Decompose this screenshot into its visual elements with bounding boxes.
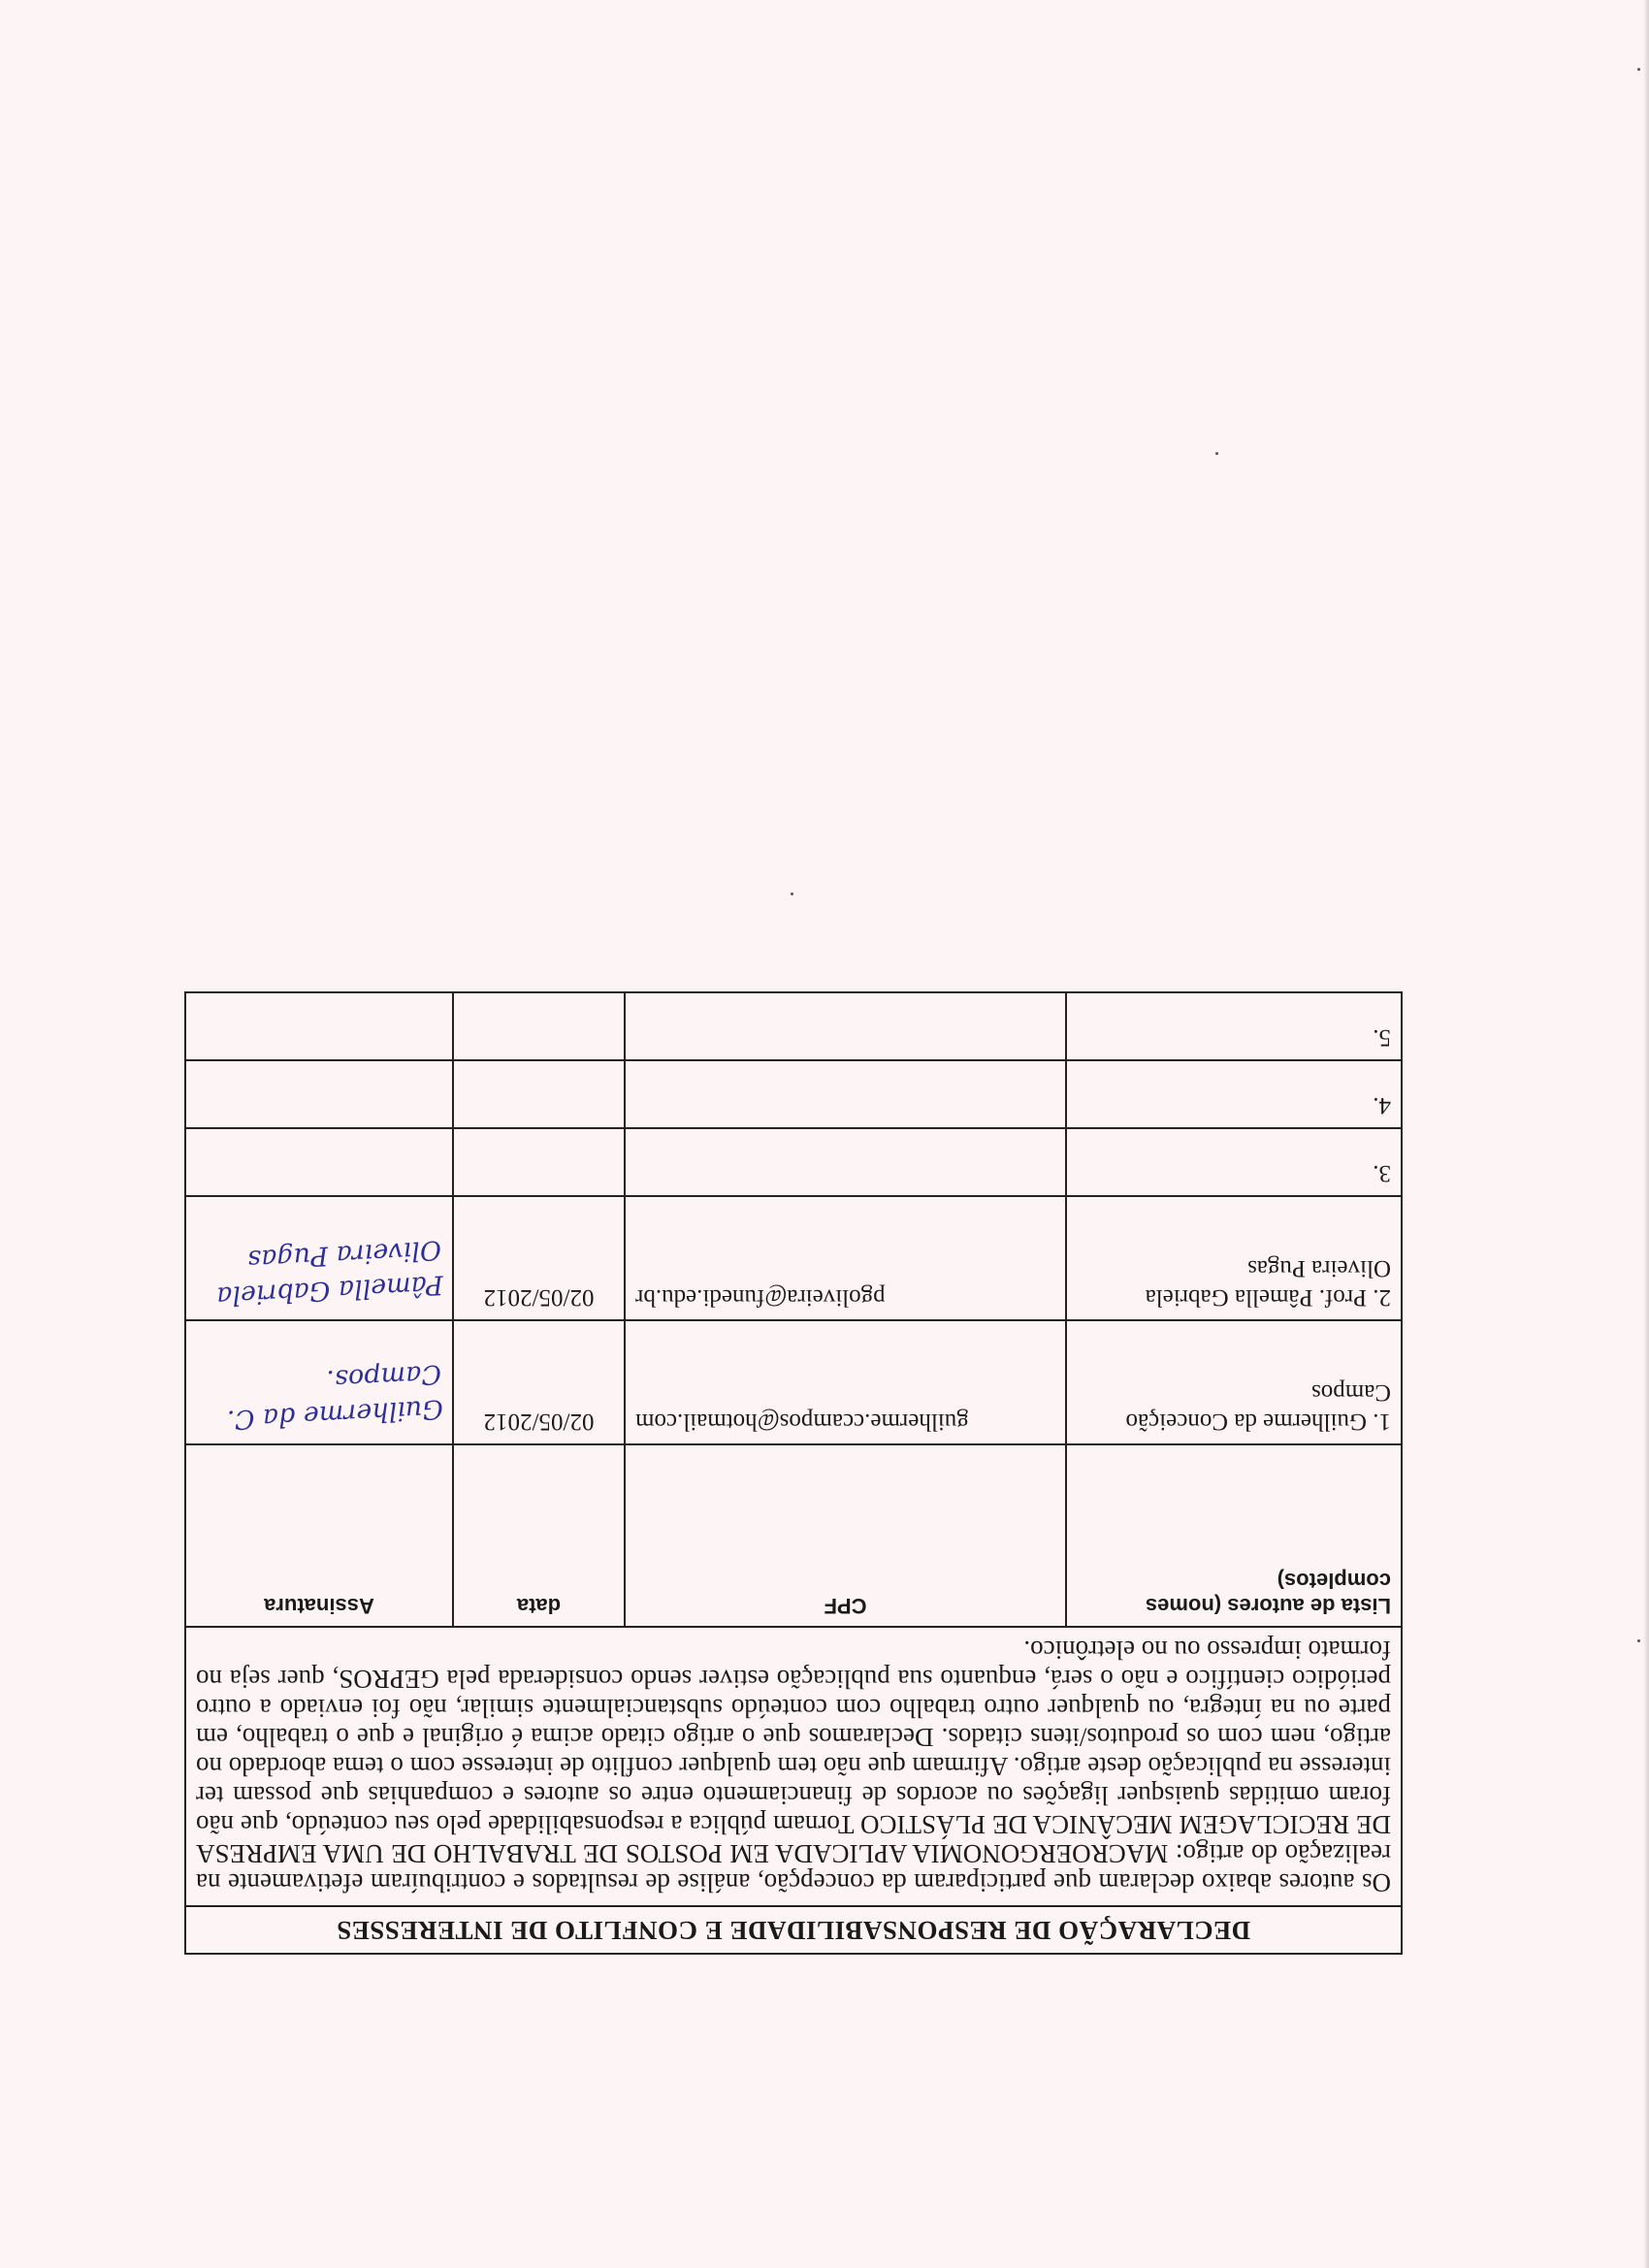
author-name: 5. — [1066, 992, 1402, 1060]
scan-speck — [1637, 68, 1640, 71]
author-cpf: guilherme.ccampos@hotmail.com — [625, 1320, 1066, 1444]
author-cpf — [625, 992, 1066, 1060]
author-cpf — [625, 1128, 1066, 1196]
document-title: DECLARAÇÃO DE RESPONSABILIDADE E CONFLITO DE INTERESSES — [185, 1906, 1402, 1954]
scan-speck — [791, 892, 793, 895]
header-authors: Lista de autores (nomes completos) — [1066, 1444, 1402, 1627]
author-name: 1. Guilherme da Conceição Campos — [1066, 1320, 1402, 1444]
author-signature-cell — [185, 1320, 453, 1444]
table-row — [185, 1128, 1402, 1196]
author-signature-cell — [185, 1128, 453, 1196]
author-signature-cell — [185, 992, 453, 1060]
scan-speck — [1637, 1639, 1640, 1642]
author-cpf: pgoliveira@funedi.edu.br — [625, 1196, 1066, 1320]
author-date — [453, 1060, 625, 1128]
author-name: 4. — [1066, 1060, 1402, 1128]
author-date — [453, 992, 625, 1060]
page-edge-shadow — [1643, 0, 1649, 2268]
header-signature: Assinatura — [185, 1444, 453, 1627]
author-name: 2. Prof. Pâmella Gabriela Oliveira Pugas — [1066, 1196, 1402, 1320]
author-date: 02/05/2012 — [453, 1196, 625, 1320]
table-row — [185, 992, 1402, 1060]
author-date: 02/05/2012 — [453, 1320, 625, 1444]
declaration-text: Os autores abaixo declaram que participaram da concepção, análise de resultados e contribuíram efetivamente na realização do artigo: MACROERGONOMIA APLICADA EM POSTOS DE TRABALHO DE UMA EMPRESA DE RECICLAGEM MECÂNICA DE PLÁSTICO Tornam pública a responsabilidade pelo seu conteúdo, que não foram omitidas quaisquer ligações ou acordos de financiamento entre os autores e companhias que possam ter interesse na publicação deste artigo. Afirmam que não tem qualquer conflito de interesse com o tema abordado no artigo, nem com os produtos/itens citados. Declaramos que o artigo citado acima é original e que o trabalho, em parte ou na íntegra, ou qualquer outro trabalho com conteúdo substancialmente similar, não foi enviado a outro periódico científico e não o será, enquanto sua publicação estiver sendo considerada pela GEPROS, quer seja no formato impresso ou no eletrônico. — [185, 1627, 1402, 1906]
table-row — [185, 1320, 1402, 1444]
author-cpf — [625, 1060, 1066, 1128]
handwritten-signature: Guilherme da C. Campos. — [226, 1358, 444, 1435]
header-date: data — [453, 1444, 625, 1627]
table-row — [185, 1060, 1402, 1128]
author-date — [453, 1128, 625, 1196]
declaration-form — [186, 991, 1403, 1955]
handwritten-signature: Pâmella Gabriela Oliveira Pugas — [215, 1234, 444, 1312]
author-name: 3. — [1066, 1128, 1402, 1196]
author-signature-cell — [185, 1060, 453, 1128]
table-row — [185, 1196, 1402, 1320]
declaration-table — [184, 991, 1403, 1955]
header-cpf: CPF — [625, 1444, 1066, 1627]
scan-speck — [1215, 452, 1218, 455]
author-signature-cell — [185, 1196, 453, 1320]
